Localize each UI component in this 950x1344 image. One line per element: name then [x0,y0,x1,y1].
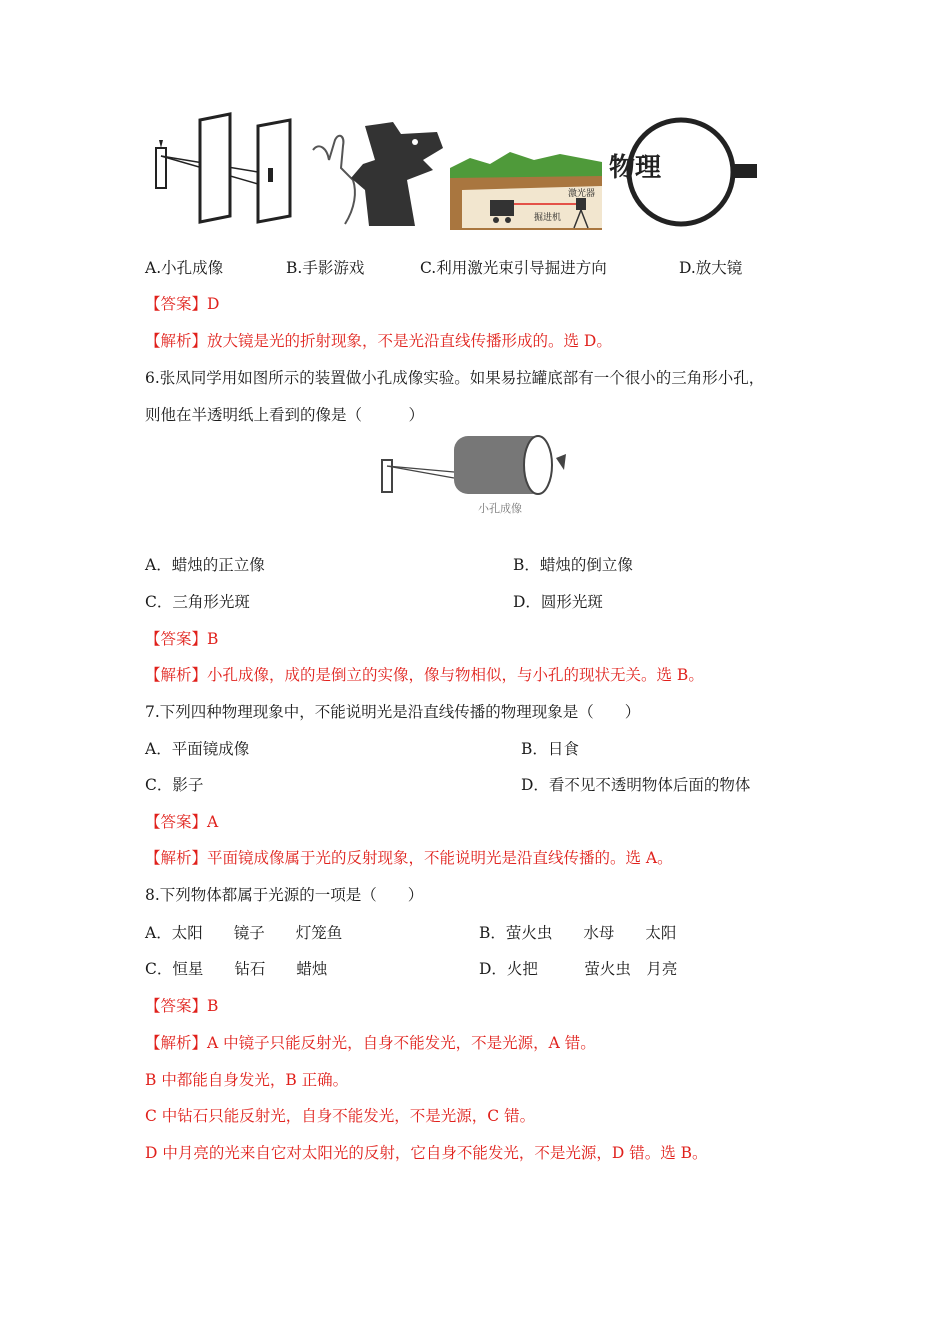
q6-stem-line1: 6.张凤同学用如图所示的装置做小孔成像实验。如果易拉罐底部有一个很小的三角形小孔， [145,369,765,387]
q5-answer: 【答案】D [145,295,220,313]
laser-tunneling-figure [450,150,602,230]
q6-analysis: 【解析】小孔成像，成的是倒立的实像，像与物相似，与小孔的现状无关。选 B。 [145,666,704,684]
q7-option-b: B．日食 [521,740,579,758]
q8-option-a: A．太阳 镜子 灯笼鱼 [145,924,343,942]
q7-answer: 【答案】A [145,813,219,831]
q8-analysis-line1: 【解析】A 中镜子只能反射光，自身不能发光，不是光源，A 错。 [145,1034,596,1052]
q7-option-a: A．平面镜成像 [145,740,250,758]
q8-answer: 【答案】B [145,997,219,1015]
q5-option-b: B.手影游戏 [286,259,365,277]
q6-option-d: D．圆形光斑 [513,593,603,611]
laser-label: 激光器 [568,189,596,199]
q6-stem-line2: 则他在半透明纸上看到的像是（ ） [145,406,425,424]
q8-analysis-line4: D 中月亮的光来自它对太阳光的反射，它自身不能发光，不是光源，D 错。选 B。 [145,1144,708,1162]
q8-analysis-line3: C 中钻石只能反射光，自身不能发光，不是光源，C 错。 [145,1107,536,1125]
q8-analysis-line2: B 中都能自身发光，B 正确。 [145,1071,349,1089]
q8-option-b: B．萤火虫 水母 太阳 [479,924,677,942]
q5-option-d: D.放大镜 [679,259,743,277]
q5-option-c: C.利用激光束引导掘进方向 [420,259,607,277]
lens-text: 物理 [609,153,662,183]
q7-analysis: 【解析】平面镜成像属于光的反射现象，不能说明光是沿直线传播的。选 A。 [145,849,673,867]
q8-stem: 8.下列物体都属于光源的一项是（ ） [145,886,424,904]
pinhole-figure-caption: 小孔成像 [478,502,522,515]
pinhole-imaging-figure [148,112,296,224]
q8-option-c: C．恒星 钻石 蜡烛 [145,960,328,978]
q5-analysis: 【解析】放大镜是光的折射现象，不是光沿直线传播形成的。选 D。 [145,332,612,350]
q7-option-c: C．影子 [145,776,204,794]
magnifier-figure [605,112,757,230]
q6-option-a: A．蜡烛的正立像 [145,556,265,574]
q6-option-b: B．蜡烛的倒立像 [513,556,633,574]
q5-option-a: A.小孔成像 [145,259,224,277]
tunneler-label: 掘进机 [534,213,562,223]
q7-stem: 7.下列四种物理现象中，不能说明光是沿直线传播的物理现象是（ ） [145,703,641,721]
q6-answer: 【答案】B [145,630,219,648]
q8-option-d: D．火把 萤火虫 月亮 [479,960,678,978]
q6-option-c: C．三角形光斑 [145,593,250,611]
hand-shadow-figure [305,120,445,230]
q7-option-d: D．看不见不透明物体后面的物体 [521,776,751,794]
